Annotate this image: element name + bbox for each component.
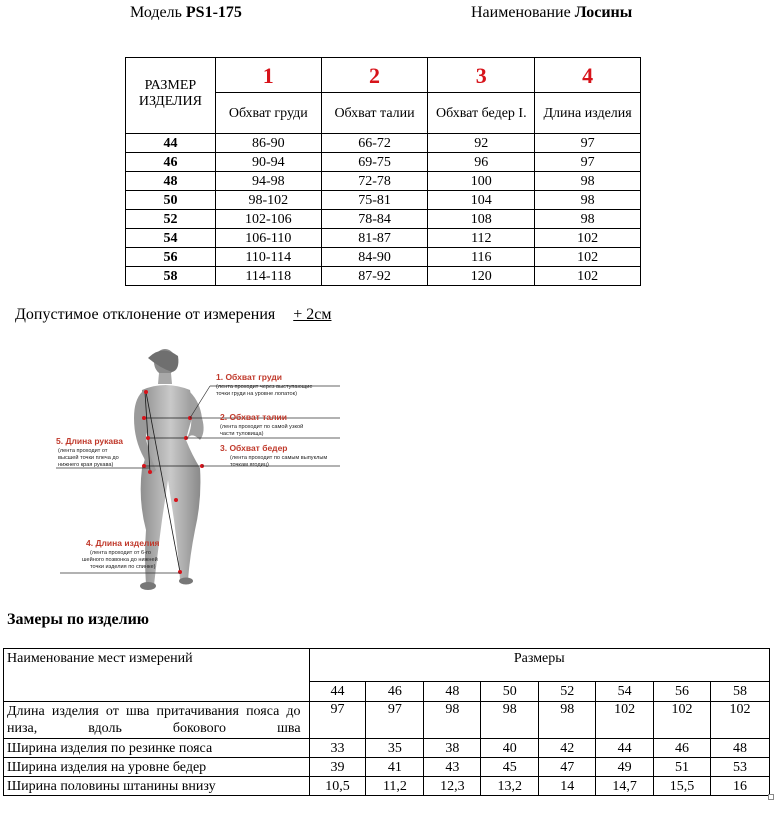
column-number: 3 [428, 58, 535, 93]
size-cell: 52 [126, 210, 216, 229]
size-value-cell: 97 [535, 153, 641, 172]
measurement-value: 48 [710, 739, 769, 758]
measurement-value: 40 [481, 739, 539, 758]
size-row [126, 191, 641, 210]
size-row [126, 267, 641, 286]
label-chest-sub: точки груди на уровне лопаток) [216, 391, 297, 397]
size-value-cell: 98 [535, 172, 641, 191]
tolerance-note [15, 306, 331, 324]
column-caption: Длина изделия [535, 93, 641, 134]
model-header [130, 4, 242, 22]
size-value-cell: 87-92 [321, 267, 428, 286]
measurement-value: 98 [481, 702, 539, 739]
label-length-sub: шейного позвонка до нижней [82, 557, 158, 563]
size-value-cell: 102 [535, 267, 641, 286]
label-length-sub: (лента проходит от 6-го [90, 550, 152, 556]
measurement-value: 43 [424, 758, 481, 777]
measurement-value: 41 [366, 758, 424, 777]
size-value-cell: 86-90 [215, 134, 321, 153]
label-hips-title: 3. Обхват бедер [220, 443, 288, 453]
size-row [126, 134, 641, 153]
measurement-value: 15,5 [654, 777, 711, 796]
measurement-row [4, 777, 770, 796]
size-value-cell: 110-114 [215, 248, 321, 267]
size-row [126, 172, 641, 191]
measurement-row [4, 758, 770, 777]
product-name-label: Наименование [471, 4, 571, 21]
measurement-name: Ширина изделия на уровне бедер [4, 758, 310, 777]
measurement-value: 10,5 [309, 777, 366, 796]
size-column-header: 48 [424, 681, 481, 701]
label-length-title: 4. Длина изделия [86, 538, 160, 548]
measurement-value: 51 [654, 758, 711, 777]
size-value-cell: 94-98 [215, 172, 321, 191]
measurement-value: 16 [710, 777, 769, 796]
label-hips-sub: (лента проходит по самым выпуклым [230, 455, 328, 461]
label-chest-title: 1. Обхват груди [216, 372, 282, 382]
measurement-row [4, 739, 770, 758]
size-column-header: 50 [481, 681, 539, 701]
size-column-header: 52 [539, 681, 596, 701]
label-sleeve-sub: нижнего края рукава) [58, 462, 114, 468]
measurement-value: 45 [481, 758, 539, 777]
size-column-header: 54 [596, 681, 654, 701]
label-chest-sub: (лента проходит через выступающие [216, 384, 313, 390]
label-waist-title: 2. Обхват талии [220, 412, 287, 422]
size-cell: 48 [126, 172, 216, 191]
sizes-header: Размеры [309, 649, 769, 682]
measurement-value: 102 [596, 702, 654, 739]
measurement-value: 42 [539, 739, 596, 758]
size-header: РАЗМЕР ИЗДЕЛИЯ [126, 58, 216, 134]
label-length-sub: точки изделия по спинке) [90, 564, 156, 570]
size-cell: 46 [126, 153, 216, 172]
measurement-name: Ширина изделия по резинке пояса [4, 739, 310, 758]
size-value-cell: 96 [428, 153, 535, 172]
measurement-value: 47 [539, 758, 596, 777]
column-caption: Обхват бедер I. [428, 93, 535, 134]
size-value-cell: 106-110 [215, 229, 321, 248]
measurement-value: 49 [596, 758, 654, 777]
size-row [126, 248, 641, 267]
label-hips-sub: точкам ягодиц) [230, 462, 269, 468]
measurement-value: 12,3 [424, 777, 481, 796]
size-value-cell: 120 [428, 267, 535, 286]
size-value-cell: 108 [428, 210, 535, 229]
product-name-value: Лосины [574, 4, 633, 21]
size-row [126, 229, 641, 248]
size-cell: 44 [126, 134, 216, 153]
size-table-number-row [126, 58, 641, 93]
product-name-header [471, 4, 632, 22]
model-value: PS1-175 [185, 4, 242, 21]
measurement-name-header: Наименование мест измерений [4, 649, 310, 702]
measurement-name: Длина изделия от шва притачивания пояса до низа, вдоль бокового шва [4, 702, 310, 739]
size-value-cell: 100 [428, 172, 535, 191]
size-row [126, 153, 641, 172]
measurement-value: 35 [366, 739, 424, 758]
size-cell: 54 [126, 229, 216, 248]
size-column-header: 58 [710, 681, 769, 701]
size-column-header: 56 [654, 681, 711, 701]
label-sleeve-sub: (лента проходит от [58, 448, 108, 454]
tolerance-text: Допустимое отклонение от измерения [15, 306, 276, 323]
size-value-cell: 84-90 [321, 248, 428, 267]
label-waist-sub: (лента проходит по самой узкой [220, 424, 304, 430]
measurement-value: 33 [309, 739, 366, 758]
measurements-table [3, 648, 770, 796]
size-table [125, 57, 641, 286]
size-cell: 56 [126, 248, 216, 267]
measurement-value: 11,2 [366, 777, 424, 796]
size-value-cell: 97 [535, 134, 641, 153]
model-label: Модель [130, 4, 182, 21]
size-value-cell: 72-78 [321, 172, 428, 191]
size-value-cell: 98 [535, 191, 641, 210]
measurement-value: 97 [309, 702, 366, 739]
column-number: 1 [215, 58, 321, 93]
measurement-value: 97 [366, 702, 424, 739]
measurement-value: 14,7 [596, 777, 654, 796]
size-value-cell: 90-94 [215, 153, 321, 172]
size-cell: 58 [126, 267, 216, 286]
size-value-cell: 75-81 [321, 191, 428, 210]
measurement-value: 98 [539, 702, 596, 739]
resize-handle [768, 794, 774, 800]
size-column-header: 44 [309, 681, 366, 701]
size-value-cell: 114-118 [215, 267, 321, 286]
column-number: 4 [535, 58, 641, 93]
size-value-cell: 69-75 [321, 153, 428, 172]
label-sleeve-title: 5. Длина рукава [56, 436, 123, 446]
size-value-cell: 102 [535, 248, 641, 267]
measurement-name: Ширина половины штанины внизу [4, 777, 310, 796]
measurement-value: 38 [424, 739, 481, 758]
measurements-header-row [4, 649, 770, 682]
tolerance-value: + 2см [293, 306, 332, 323]
size-value-cell: 66-72 [321, 134, 428, 153]
column-number: 2 [321, 58, 428, 93]
size-value-cell: 81-87 [321, 229, 428, 248]
measurement-value: 14 [539, 777, 596, 796]
size-value-cell: 92 [428, 134, 535, 153]
size-value-cell: 112 [428, 229, 535, 248]
measurements-title: Замеры по изделию [7, 611, 150, 628]
size-value-cell: 102 [535, 229, 641, 248]
measurement-value: 53 [710, 758, 769, 777]
column-caption: Обхват груди [215, 93, 321, 134]
measurement-value: 102 [654, 702, 711, 739]
size-value-cell: 78-84 [321, 210, 428, 229]
measurement-value: 39 [309, 758, 366, 777]
measurement-row [4, 702, 770, 739]
size-value-cell: 116 [428, 248, 535, 267]
body-measurement-figure [50, 340, 350, 605]
label-waist-sub: части туловища) [220, 431, 264, 437]
measurement-value: 102 [710, 702, 769, 739]
size-column-header: 46 [366, 681, 424, 701]
measurement-value: 13,2 [481, 777, 539, 796]
size-value-cell: 98-102 [215, 191, 321, 210]
measurement-value: 44 [596, 739, 654, 758]
size-value-cell: 98 [535, 210, 641, 229]
size-value-cell: 102-106 [215, 210, 321, 229]
size-value-cell: 104 [428, 191, 535, 210]
label-sleeve-sub: высшей точки плеча до [58, 455, 119, 461]
measurement-value: 46 [654, 739, 711, 758]
measurement-value: 98 [424, 702, 481, 739]
size-row [126, 210, 641, 229]
size-cell: 50 [126, 191, 216, 210]
column-caption: Обхват талии [321, 93, 428, 134]
